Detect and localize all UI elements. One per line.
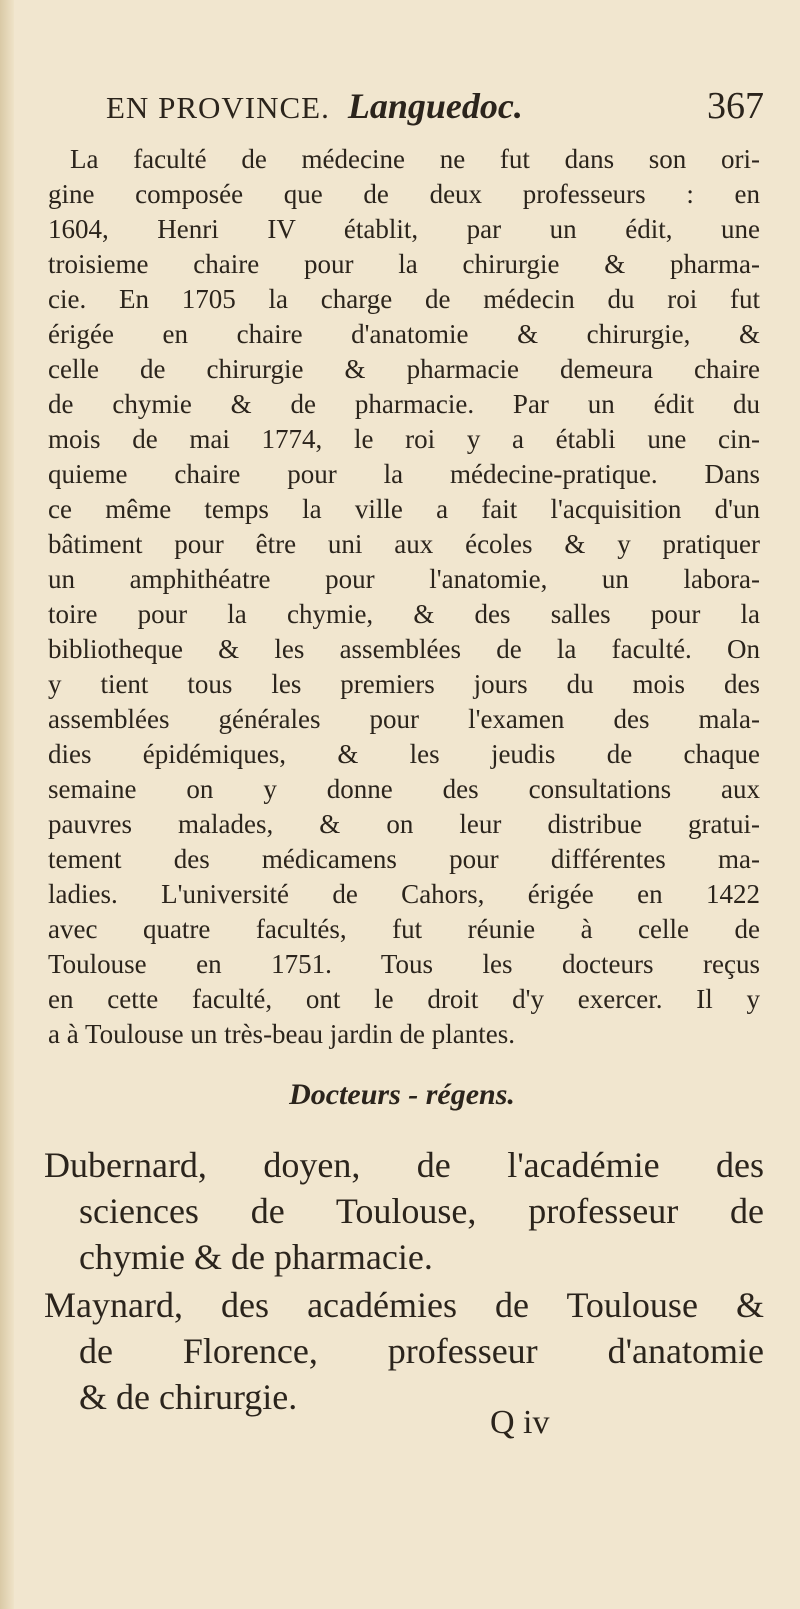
book-page: [44, 0, 800, 1609]
entry-line: chymie & de pharmacie.: [79, 1237, 433, 1277]
text-line: de chymie & de pharmacie. Par un édit du: [48, 389, 760, 419]
entry-line: sciences de Toulouse, professeur de: [79, 1191, 764, 1231]
text-line: en cette faculté, ont le droit d'y exercer. Il y: [48, 984, 760, 1014]
page-edge: [0, 0, 14, 1609]
text-line: bâtiment pour être uni aux écoles & y pratiquer: [48, 529, 760, 559]
section-title: Docteurs - régens.: [289, 1078, 515, 1111]
doctor-entries: [44, 1142, 764, 1420]
entry-line: de Florence, professeur d'anatomie: [79, 1331, 764, 1371]
text-line: a à Toulouse un très-beau jardin de plantes.: [48, 1019, 515, 1049]
entry-line: Dubernard, doyen, de l'académie des: [44, 1145, 764, 1185]
text-line: bibliotheque & les assemblées de la faculté. On: [48, 634, 760, 664]
page-header: [106, 84, 770, 128]
text-line: troisieme chaire pour la chirurgie & pharma-: [48, 249, 760, 279]
text-line: toire pour la chymie, & des salles pour la: [48, 599, 760, 629]
text-line: gine composée que de deux professeurs : en: [48, 179, 760, 209]
text-line: assemblées générales pour l'examen des mala-: [48, 704, 760, 734]
text-line: mois de mai 1774, le roi y a établi une cin-: [48, 424, 760, 454]
entry-line: Maynard, des académies de Toulouse &: [44, 1285, 764, 1325]
page-number: 367: [707, 85, 764, 127]
doctor-entry: [44, 1282, 764, 1420]
text-line: tement des médicamens pour différentes ma-: [48, 844, 760, 874]
entry-line: & de chirurgie.: [79, 1377, 298, 1417]
text-line: ladies. L'université de Cahors, érigée en 1422: [48, 879, 760, 909]
text-line: ce même temps la ville a fait l'acquisition d'un: [48, 494, 760, 524]
text-line: cie. En 1705 la charge de médecin du roi fut: [48, 284, 760, 314]
text-line: semaine on y donne des consultations aux: [48, 774, 760, 804]
text-line: avec quatre facultés, fut réunie à celle de: [48, 914, 760, 944]
text-line: celle de chirurgie & pharmacie demeura chaire: [48, 354, 760, 384]
text-line: Toulouse en 1751. Tous les docteurs reçus: [48, 949, 760, 979]
text-line: 1604, Henri IV établit, par un édit, une: [48, 214, 760, 244]
text-line: un amphithéatre pour l'anatomie, un labora-: [48, 564, 760, 594]
text-line: y tient tous les premiers jours du mois des: [48, 669, 760, 699]
text-line: érigée en chaire d'anatomie & chirurgie, &: [48, 319, 760, 349]
running-head: EN PROVINCE.: [106, 90, 330, 125]
text-line: dies épidémiques, & les jeudis de chaque: [48, 739, 760, 769]
doctor-entry: [44, 1142, 764, 1280]
body-paragraph: [48, 142, 760, 1052]
signature-mark: Q iv: [490, 1404, 550, 1441]
text-line: La faculté de médecine ne fut dans son ori-: [70, 144, 760, 174]
text-line: quieme chaire pour la médecine-pratique. Dans: [48, 459, 760, 489]
region-title: Languedoc.: [347, 86, 523, 126]
text-line: pauvres malades, & on leur distribue gratui-: [48, 809, 760, 839]
